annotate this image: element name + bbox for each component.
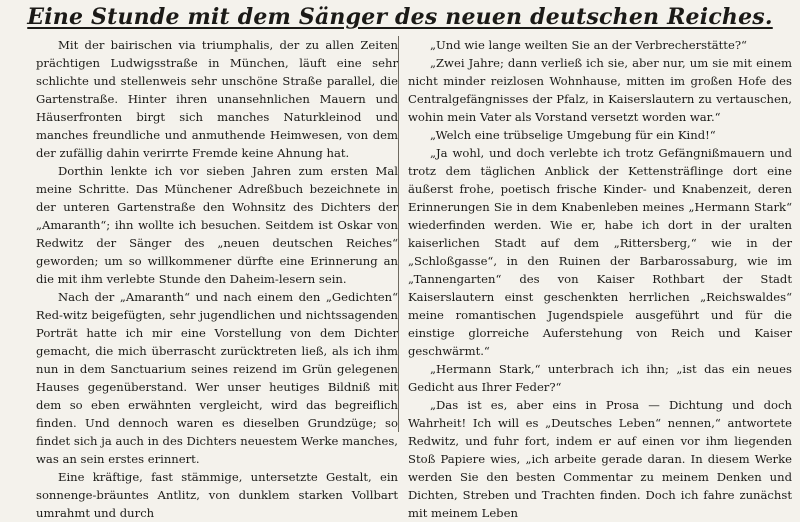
paragraph: „Welch eine trübselige Umgebung für ein Kind!“	[430, 128, 716, 142]
paragraph: „Das ist es, aber eins in Prosa — Dichtung und doch Wahrheit! Ich will es „Deutsches Leben“ nennen,“ antwortete Redwitz, und fuhr fort, indem er auf einen vor ihm liegenden Stoß Papiere wies, „ich arbeite gerade daran. In diesem Werke werden Sie den besten Commentar zu meinem Denken und Dichten, Streben und Trachten finden. Doch ich fahre zunächst mit meinem Leben	[408, 398, 792, 520]
paragraph: Eine kräftige, fast stämmige, untersetzte Gestalt, ein sonnenge-bräuntes Antlitz, von dunklem starken Vollbart umrahmt und durch	[36, 470, 398, 520]
paragraph: „Ja wohl, und doch verlebte ich trotz Gefängnißmauern und trotz dem täglichen Anblick der Kettensträflinge dort eine äußerst frohe, poetisch frische Kinder- und Knabenzeit, deren Erinnerungen Sie in dem Knabenleben meines „Hermann Stark“ wiederfinden werden. Wie er, habe ich dort in der uralten kaiserlichen Stadt auf dem „Rittersberg,“ wie in der „Schloßgasse“, in den Ruinen der Barbarossaburg, wie im „Tannengarten“ des von Kaiser Rothbart der Stadt Kaiserslautern einst geschenkten herrlichen „Reichswaldes“ meine romantischen Jugendspiele ausgeführt und für die einstige glorreiche Auferstehung von Reich und Kaiser geschwärmt.“	[408, 146, 792, 358]
paragraph: „Und wie lange weilten Sie an der Verbrecherstätte?“	[430, 38, 747, 52]
paragraph: Nach der „Amaranth“ und nach einem den „Gedichten“ Red-witz beigefügten, sehr jugendlichen und nichtssagenden Porträt hatte ich mir eine Vorstellung von dem Dichter gemacht, die mich überrascht zurücktreten ließ, als ich ihm nun in dem Sanctuarium seines reizend im Grün gelegenen Hauses gegenüberstand. Wer unser heutiges Bildniß mit dem so eben erwähnten vergleicht, wird das begreiflich finden. Und dennoch waren es dieselben Grundzüge; so findet sich ja auch in des Dichters neuestem Werke manches, was an sein erstes erinnert.	[36, 290, 398, 466]
paragraph: „Zwei Jahre; dann verließ ich sie, aber nur, um sie mit einem nicht minder reizlosen Wohnhause, mitten im großen Hofe des Centralgefängnisses der Pfalz, in Kaiserslautern zu vertauschen, wohin mein Vater als Vorstand versetzt worden war.“	[408, 56, 792, 124]
right-column	[408, 36, 792, 520]
article-title: Eine Stunde mit dem Sänger des neuen deutschen Reiches.	[27, 4, 773, 30]
paragraph: Dorthin lenkte ich vor sieben Jahren zum ersten Mal meine Schritte. Das Münchener Adreßbuch bezeichnete in der unteren Gartenstraße den Wohnsitz des Dichters der „Amaranth“; ihn wollte ich besuchen. Seitdem ist Oskar von Redwitz der Sänger des „neuen deutschen Reiches“ geworden; um so willkommener dürfte eine Erinnerung an die mit ihm verlebte Stunde den Daheim-lesern sein.	[36, 164, 398, 286]
paragraph: „Hermann Stark,“ unterbrach ich ihn; „ist das ein neues Gedicht aus Ihrer Feder?“	[408, 362, 792, 394]
paragraph: Mit der bairischen via triumphalis, der zu allen Zeiten prächtigen Ludwigsstraße in München, läuft eine sehr schlichte und stellenweis sehr unschöne Straße parallel, die Gartenstraße. Hinter ihren unansehnlichen Mauern und Häuserfronten birgt sich manches Naturkleinod und manches freundliche und anmuthende Heimwesen, von dem der zufällig dahin verirrte Fremde keine Ahnung hat.	[36, 38, 398, 160]
column-divider	[398, 36, 399, 432]
left-column	[36, 36, 398, 520]
